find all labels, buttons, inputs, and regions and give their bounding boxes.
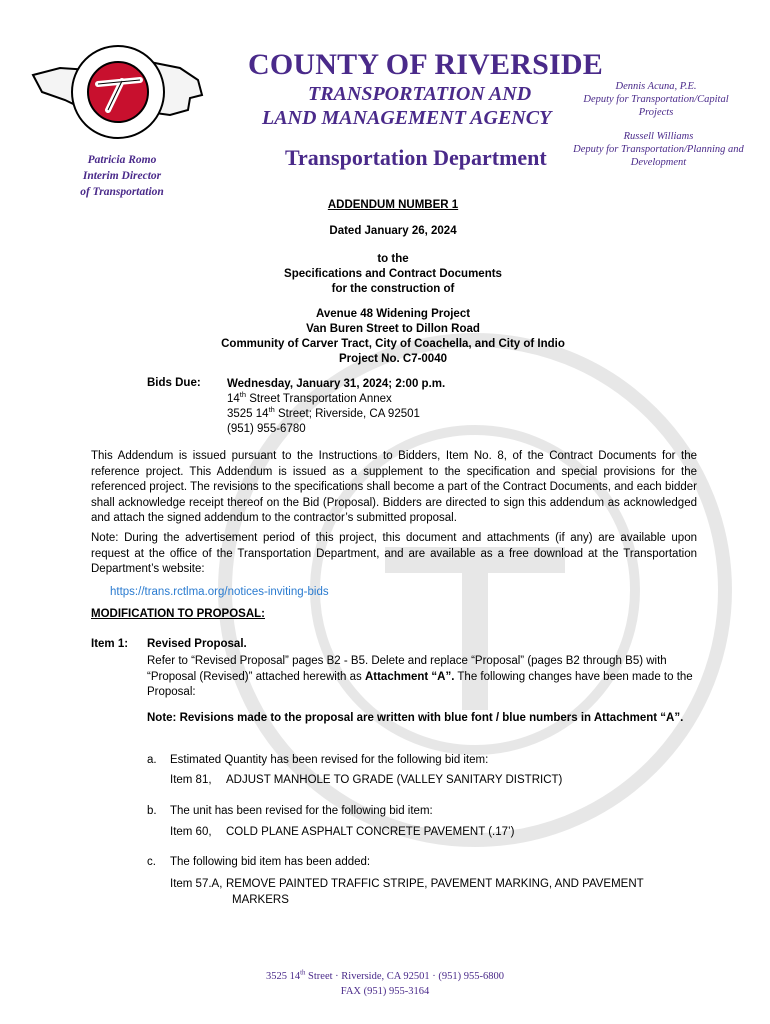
bids-phone: (951) 955-6780 (227, 423, 306, 435)
sub-item-letter: b. (147, 805, 157, 817)
modification-heading: MODIFICATION TO PROPOSAL: (91, 608, 265, 620)
deputy-title: Deputy for Transportation/Capital (583, 94, 729, 105)
bids-address: 3525 14th Street; Riverside, CA 92501 (227, 405, 420, 420)
footer-fax: FAX (951) 955-3164 (340, 986, 430, 997)
director-name: Patricia Romo (87, 154, 157, 166)
to-line: for the construction of (331, 283, 455, 295)
department-title: Transportation Department (285, 145, 547, 170)
bid-item-code: Item 57.A, (170, 878, 223, 890)
project-community: Community of Carver Tract, City of Coachella, and City of Indio (221, 338, 565, 350)
bids-due-datetime: Wednesday, January 31, 2024; 2:00 p.m. (227, 378, 446, 390)
bids-due-details (227, 377, 445, 437)
to-line: Specifications and Contract Documents (284, 268, 502, 280)
deputy-name: Dennis Acuna, P.E. (615, 81, 697, 92)
intro-paragraph: This Addendum is issued pursuant to the Instructions to Bidders, Item No. 8, of the Contract Documents for the reference project. This Addendum is issued as a supplement to the specification and special provisions for the referenced project. The revisions to the specifications shall become a part of the Contract Documents, and each bidder shall acknowledge receipt thereof on the Bid (Proposal). Bidders are directed to sign this addendum as acknowledged and attach the signed addendum to the contractor’s submitted proposal. (91, 450, 697, 524)
bid-item-code: Item 60, (170, 826, 212, 838)
item-1-title: Revised Proposal. (147, 638, 247, 650)
director-title-cont: of Transportation (80, 186, 164, 198)
footer-line-1: 3525 14th Street · Riverside, CA 92501 · (951) 955-6800 (265, 969, 505, 982)
bids-location: 14th Street Transportation Annex (227, 390, 392, 405)
deputy-name: Russell Williams (623, 131, 694, 142)
bid-item-desc-cont: MARKERS (232, 893, 289, 906)
website-link[interactable]: https://trans.rctlma.org/notices-inviting-bids (110, 586, 329, 598)
deputy-title-cont: Projects (638, 107, 674, 118)
agency-line-2: LAND MANAGEMENT AGENCY (262, 107, 552, 129)
project-number: Project No. C7-0040 (338, 353, 447, 365)
to-block (0, 252, 770, 297)
project-name: Avenue 48 Widening Project (315, 308, 471, 320)
county-title: COUNTY OF RIVERSIDE (248, 48, 603, 81)
revision-note: Note: Revisions made to the proposal are written with blue font / blue numbers in Attachment “A”. (147, 712, 684, 724)
sub-item-text: The following bid item has been added: (170, 856, 371, 868)
to-line: to the (377, 253, 409, 265)
sub-item-letter: c. (147, 856, 156, 868)
item-1-label: Item 1: (91, 638, 129, 650)
item-1-body: Refer to “Revised Proposal” pages B2 - B5. Delete and replace “Proposal” (pages B2 through B5) with “Proposal (Revised)” attached herewith as Attachment “A”. The following changes have been made to the Proposal: (147, 655, 693, 698)
deputy-planning (566, 130, 751, 169)
bids-due-label: Bids Due: (147, 377, 201, 389)
bid-item-desc: COLD PLANE ASPHALT CONCRETE PAVEMENT (.17’) (226, 826, 515, 838)
bid-item (170, 773, 700, 789)
sub-item-text: Estimated Quantity has been revised for the following bid item: (170, 754, 489, 766)
agency-line-1: TRANSPORTATION AND (308, 83, 532, 105)
bid-item (170, 877, 700, 908)
project-limits: Van Buren Street to Dillon Road (306, 323, 480, 335)
director-title: Interim Director (82, 170, 162, 182)
sub-item-text: The unit has been revised for the following bid item: (170, 805, 433, 817)
sub-item-letter: a. (147, 754, 157, 766)
county-logo (30, 40, 205, 140)
deputy-title: Deputy for Transportation/Planning and (573, 144, 744, 155)
project-block (0, 307, 770, 367)
bid-item-desc: REMOVE PAINTED TRAFFIC STRIPE, PAVEMENT MARKING, AND PAVEMENT (226, 878, 644, 890)
deputy-title-cont: Development (630, 157, 687, 168)
deputy-capital-projects (570, 80, 742, 119)
addendum-date: Dated January 26, 2024 (329, 225, 457, 237)
note-paragraph: Note: During the advertisement period of this project, this document and attachments (if any) are available upon request at the office of the Transportation Department, and are available as a free download at the Transportation Department’s website: (91, 532, 697, 575)
footer-address (0, 969, 770, 999)
bid-item-desc: ADJUST MANHOLE TO GRADE (VALLEY SANITARY DISTRICT) (226, 774, 563, 786)
director-block (62, 152, 182, 200)
bid-item (170, 825, 700, 841)
bid-item-code: Item 81, (170, 774, 212, 786)
addendum-title: ADDENDUM NUMBER 1 (327, 199, 459, 211)
